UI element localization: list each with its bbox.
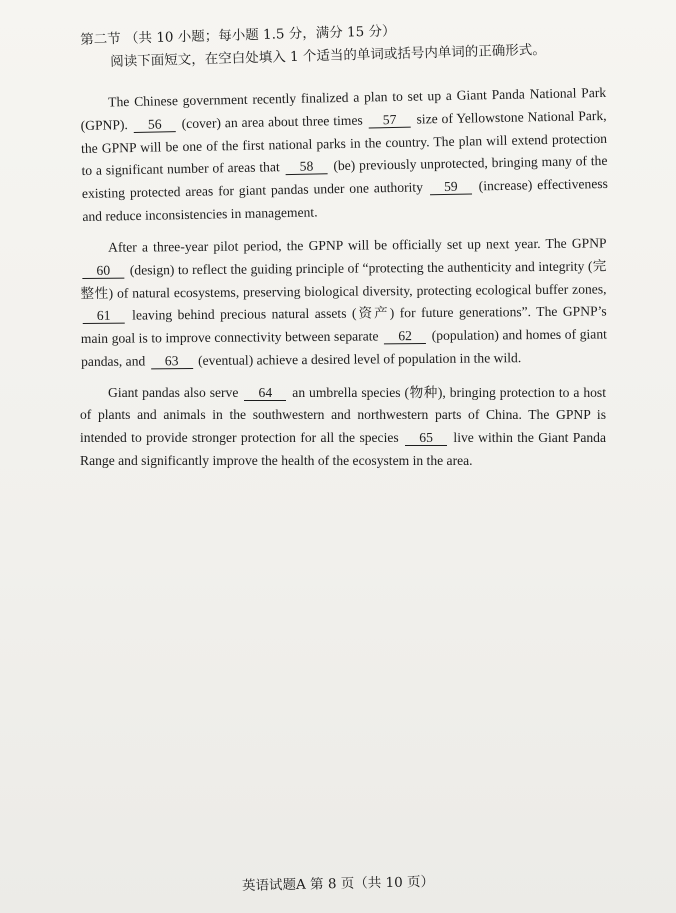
p1-text-1: The Chinese government recently finalized a plan to set up a Giant Panda National Park (GPNP). xyxy=(80,84,607,133)
p2-text-2: (design) to reflect the guiding principle of “protecting the authenticity and integrity (完整性) of natural ecosystems, preserving biological diversity, protecting ecological buffer zones, xyxy=(80,257,607,301)
p1-text-2: (cover) an area about three times xyxy=(181,112,363,131)
p2-text-5: (eventual) achieve a desired level of population in the wild. xyxy=(198,349,522,368)
blank-64: 64 xyxy=(244,386,286,401)
section-heading: 第二节 （共 10 小题；每小题 1.5 分，满分 15 分） xyxy=(80,23,396,48)
blank-65: 65 xyxy=(405,431,447,446)
section-instruction: 阅读下面短文，在空白处填入 1 个适当的单词或括号内单词的正确形式。 xyxy=(110,41,547,70)
passage-paragraph-2 xyxy=(80,232,607,373)
blank-58: 58 xyxy=(285,160,327,176)
page-footer: 英语试题A 第 8 页（共 10 页） xyxy=(241,873,435,895)
p2-text-1: After a three-year pilot period, the GPNP will be officially set up next year. The GPNP xyxy=(108,235,607,255)
blank-60: 60 xyxy=(82,263,124,278)
p1-text-3: size of Yellowstone National Park, the GPNP will be one of the first national parks in the country. The plan will extend protection to a significant number of areas that xyxy=(80,107,608,179)
p3-text-1: Giant pandas also serve xyxy=(108,384,239,400)
passage-paragraph-1 xyxy=(80,82,609,229)
p2-text-3: leaving behind precious natural assets (资产) for future generations”. The GPNP’s main goal is to improve connectivity between separate xyxy=(80,303,607,346)
page-content xyxy=(80,23,608,473)
p2-text-4: (population) and homes of giant pandas, and xyxy=(81,326,607,369)
blank-59: 59 xyxy=(430,180,472,196)
blank-57: 57 xyxy=(369,112,411,128)
p1-text-5: (increase) effectiveness and reduce inconsistencies in management. xyxy=(82,176,608,224)
blank-56: 56 xyxy=(134,117,176,133)
p3-text-3: live within the Giant Panda Range and significantly improve the health of the ecosystem in the area. xyxy=(80,430,606,468)
blank-61: 61 xyxy=(83,309,125,324)
p1-text-4: (be) previously unprotected, bringing many of the existing protected areas for giant pandas under one authority xyxy=(81,153,608,202)
blank-62: 62 xyxy=(384,329,426,344)
passage-paragraph-3 xyxy=(80,382,606,473)
p3-text-2: an umbrella species (物种), bringing protection to a host of plants and animals in the southwestern and northwestern parts of China. The GPNP is intended to provide stronger protection for all the species xyxy=(80,384,606,446)
blank-63: 63 xyxy=(151,354,193,369)
